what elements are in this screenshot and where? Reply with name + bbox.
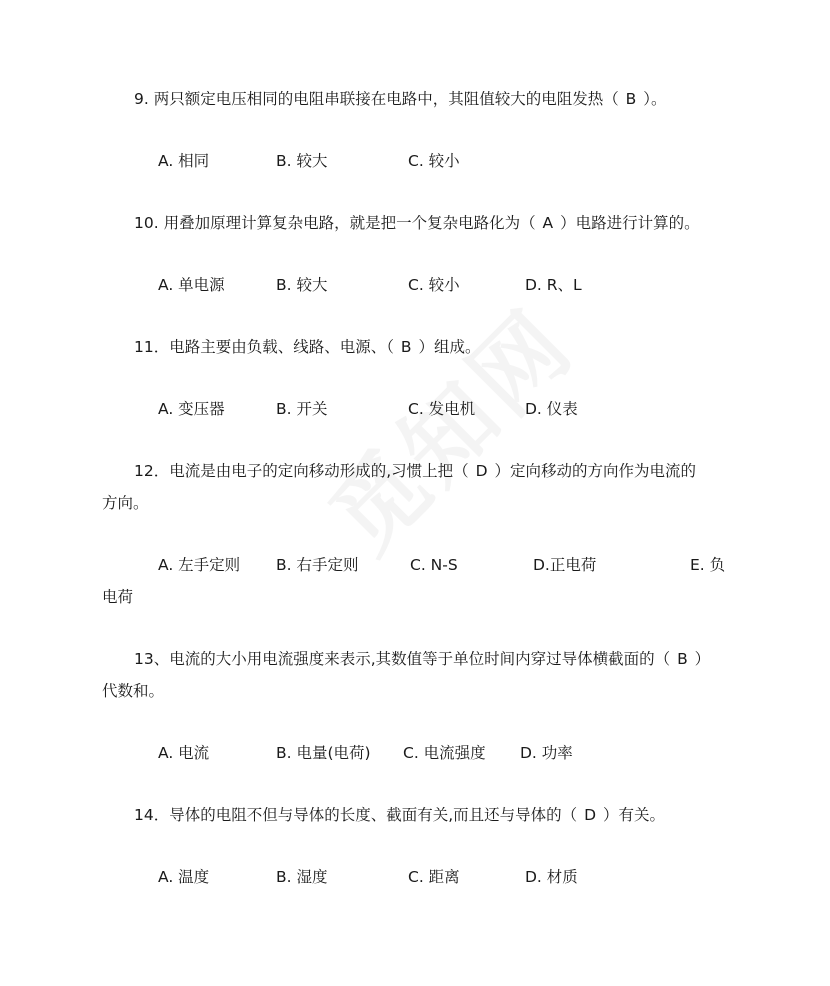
- question-11-suffix: ）组成。: [418, 338, 481, 356]
- question-14-answer: D: [584, 806, 597, 824]
- option-10-c: C. 较小: [408, 276, 460, 294]
- question-9-suffix: ）。: [643, 90, 667, 108]
- question-12-line2: 方向。: [102, 494, 149, 512]
- option-12-e: E. 负: [690, 556, 726, 574]
- option-11-a: A. 变压器: [158, 400, 225, 418]
- watermark: [296, 275, 597, 576]
- question-10-text: 10. 用叠加原理计算复杂电路，就是把一个复杂电路化为（: [134, 214, 536, 232]
- question-12: [134, 461, 696, 481]
- option-10-b: B. 较大: [276, 276, 328, 294]
- option-13-a: A. 电流: [158, 744, 210, 762]
- question-12-suffix: ）定向移动的方向作为电流的: [494, 462, 696, 480]
- question-11: [134, 337, 481, 357]
- question-14-suffix: ）有关。: [602, 806, 665, 824]
- question-14-text: 14．导体的电阻不但与导体的长度、截面有关,而且还与导体的（: [134, 806, 578, 824]
- question-14: [134, 805, 665, 825]
- question-13-line2: 代数和。: [102, 682, 165, 700]
- question-10: [134, 213, 700, 233]
- question-13-answer: B: [677, 650, 688, 668]
- option-11-b: B. 开关: [276, 400, 328, 418]
- option-9-a: A. 相同: [158, 152, 210, 170]
- option-12-a: A. 左手定则: [158, 556, 241, 574]
- option-12-d: D.正电荷: [533, 556, 597, 574]
- option-9-c: C. 较小: [408, 152, 460, 170]
- option-12-c: C. N-S: [410, 556, 458, 574]
- question-13-text: 13、电流的大小用电流强度来表示,其数值等于单位时间内穿过导体横截面的（: [134, 650, 671, 668]
- option-13-c: C. 电流强度: [403, 744, 486, 762]
- option-11-d: D. 仪表: [525, 400, 578, 418]
- option-14-d: D. 材质: [525, 868, 578, 886]
- option-12-e-cont: 电荷: [102, 588, 134, 606]
- option-14-b: B. 湿度: [276, 868, 328, 886]
- option-10-d: D. R、L: [525, 276, 582, 294]
- option-9-b: B. 较大: [276, 152, 328, 170]
- question-9-text: 9. 两只额定电压相同的电阻串联接在电路中，其阻值较大的电阻发热（: [134, 90, 619, 108]
- option-14-a: A. 温度: [158, 868, 210, 886]
- option-10-a: A. 单电源: [158, 276, 225, 294]
- option-11-c: C. 发电机: [408, 400, 476, 418]
- option-13-b: B. 电量(电荷): [276, 744, 371, 762]
- option-14-c: C. 距离: [408, 868, 460, 886]
- option-13-d: D. 功率: [520, 744, 573, 762]
- question-10-suffix: ）电路进行计算的。: [560, 214, 700, 232]
- question-13-suffix: ）: [694, 650, 711, 668]
- question-11-answer: B: [400, 338, 412, 356]
- question-9-answer: B: [625, 90, 637, 108]
- question-9: [134, 89, 667, 109]
- question-12-text: 12．电流是由电子的定向移动形成的,习惯上把（: [134, 462, 469, 480]
- option-12-b: B. 右手定则: [276, 556, 359, 574]
- question-10-answer: A: [542, 214, 554, 232]
- question-11-text: 11．电路主要由负载、线路、电源、（: [134, 338, 394, 356]
- question-13: [134, 649, 710, 669]
- question-12-answer: D: [475, 462, 488, 480]
